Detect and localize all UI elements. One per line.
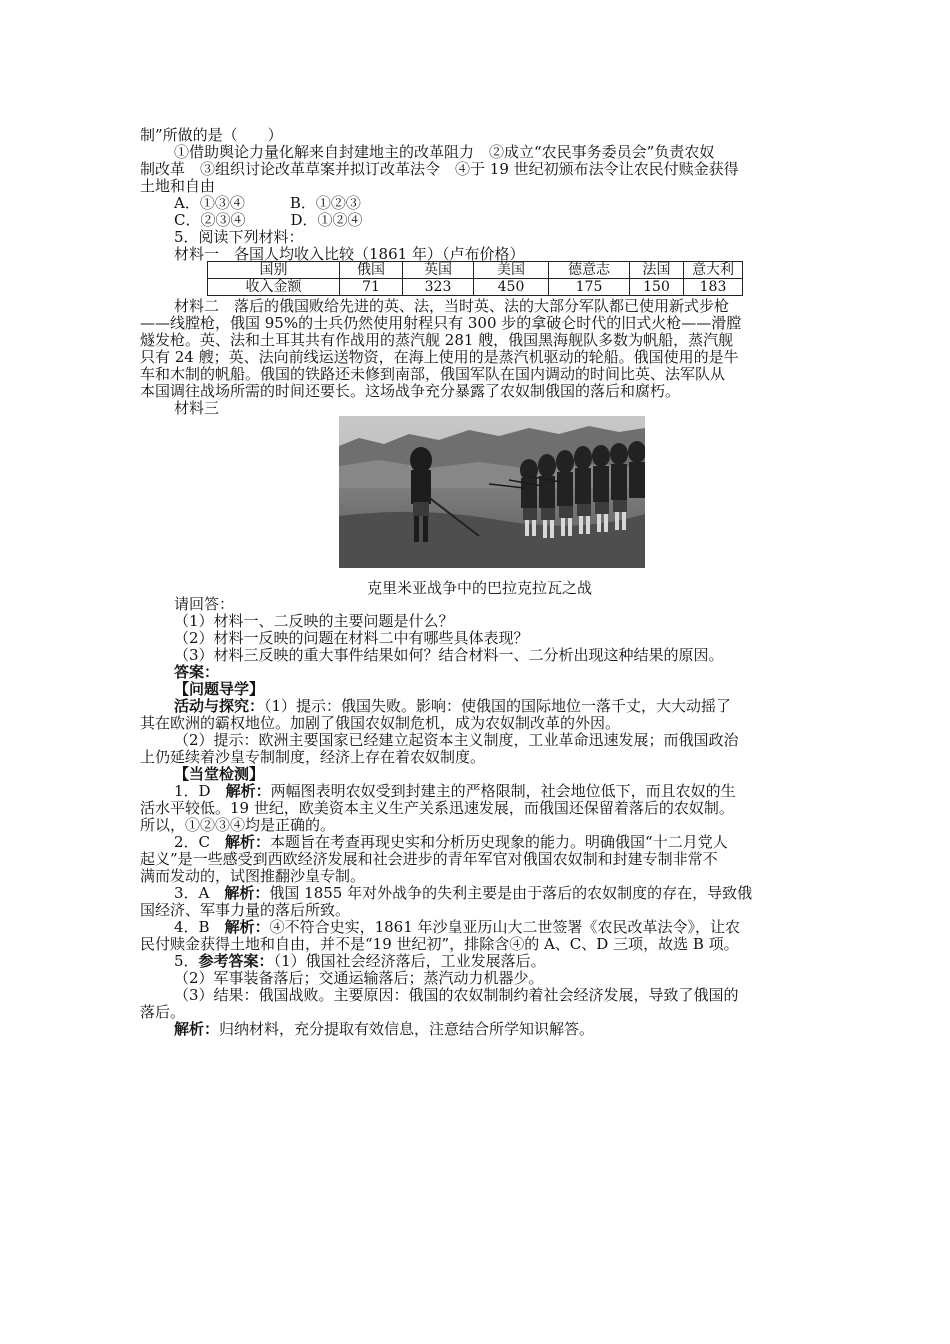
sub-question-3: （3）材料三反映的重大事件结果如何？结合材料一、二分析出现这种结果的原因。 (174, 646, 724, 664)
answer-2-line-3: 满而发动的，试图推翻沙皇专制。 (140, 867, 366, 885)
q4-options-cd: C．②③④ D．①②④ (174, 211, 363, 229)
answer-1-line-2: 活水平较低。19 世纪，欧美资本主义生产关系迅速发展，而俄国还保留着落后的农奴制。 (140, 799, 734, 817)
final-analysis (174, 1019, 594, 1039)
answer-3-text: 俄国 1855 年对外战争的失利主要是由于落后的农奴制度的存在，导致俄 (269, 884, 753, 902)
sub-question-2: （2）材料一反映的问题在材料二中有哪些具体表现？ (174, 629, 529, 647)
activity-answer-line-2: 其在欧洲的霸权地位。加剧了俄国农奴制危机，成为农奴制改革的外因。 (140, 714, 621, 732)
table-cell: 183 (684, 279, 743, 296)
final-analysis-text: 归纳材料，充分提取有效信息，注意结合所学知识解答。 (219, 1020, 595, 1038)
answer-3-line-2: 国经济、军事力量的落后所致。 (140, 901, 351, 919)
q4-statement-line-3: 土地和自由 (140, 177, 216, 195)
activity-text: （1）提示：俄国失败。影响：使俄国的国际地位一落千丈，大大动摇了 (264, 697, 732, 715)
answer-3-label: 解析： (224, 884, 270, 902)
answer-1-choice: 1．D (174, 782, 226, 800)
q4-stem-end: 制”所做的是（ ） (140, 126, 283, 144)
answer-5-line-4: 落后。 (140, 1003, 186, 1021)
table-header-cell: 英国 (403, 262, 474, 279)
material-2-line-1: 材料二 落后的俄国败给先进的英、法，当时英、法的大部分军队都已使用新式步枪 (174, 297, 730, 315)
section-class-check: 【当堂检测】 (174, 765, 265, 783)
table-header-cell: 美国 (474, 262, 549, 279)
answer-4-text: ④不符合史实，1861 年沙皇亚历山大二世签署《农民改革法令》，让农 (269, 918, 741, 936)
table-header-cell: 俄国 (340, 262, 403, 279)
answer-4-line-2: 民付赎金获得土地和自由，并不是“19 世纪初”，排除含④的 A、C、D 三项，故选 B 项。 (140, 935, 739, 953)
answer-1-label: 解析： (225, 782, 271, 800)
table-cell: 71 (340, 279, 403, 296)
answer-2-text: 本题旨在考查再现史实和分析历史现象的能力。明确俄国“十二月党人 (270, 833, 728, 851)
table-header-cell: 德意志 (549, 262, 630, 279)
table-header-cell: 国别 (208, 262, 340, 279)
material-1-title: 材料一 各国人均收入比较（1861 年）（卢布价格） (174, 245, 525, 263)
sub-question-1: （1）材料一、二反映的主要问题是什么？ (174, 612, 454, 630)
material-2-line-6: 本国调往战场所需的时间还要长。这场战争充分暴露了农奴制俄国的落后和腐朽。 (140, 382, 681, 400)
material-2-line-2: ——线膛枪，俄国 95%的士兵仍然使用射程只有 300 步的拿破仑时代的旧式火枪——滑膛 (140, 314, 742, 332)
material-3-title: 材料三 (174, 399, 220, 417)
table-cell: 150 (630, 279, 684, 296)
answer-1-line-3: 所以，①②③④均是正确的。 (140, 816, 336, 834)
answer-2-choice: 2．C (174, 833, 226, 851)
table-cell: 收入金额 (208, 279, 340, 296)
income-table-header-row (208, 262, 743, 279)
income-table (207, 261, 743, 296)
q4-statement-line-1: ①借助舆论力量化解来自封建地主的改革阻力 ②成立“农民事务委员会”负责农奴 (174, 143, 715, 161)
section-problem-guide: 【问题导学】 (174, 680, 265, 698)
answer-5-line-2: （2）军事装备落后；交通运输落后；蒸汽动力机器少。 (174, 969, 544, 987)
answer-4-choice: 4．B (174, 918, 225, 936)
answers-heading: 答案： (174, 663, 220, 681)
answer-1-text: 两幅图表明农奴受到封建主的严格限制，社会地位低下，而且农奴的生 (270, 782, 736, 800)
material-2-line-4: 只有 24 艘；英、法向前线运送物资，在海上使用的是蒸汽机驱动的轮船。俄国使用的是牛 (140, 348, 739, 366)
table-header-cell: 意大利 (684, 262, 743, 279)
answer-5-number: 5． (174, 952, 199, 970)
table-cell: 175 (549, 279, 630, 296)
battle-photo (339, 416, 645, 568)
answer-2-label: 解析： (225, 833, 271, 851)
answer-2-line-2: 起义”是一些感受到西欧经济发展和社会进步的青年军官对俄国农奴制和封建专制非常不 (140, 850, 718, 868)
table-cell: 450 (474, 279, 549, 296)
photo-caption: 克里米亚战争中的巴拉克拉瓦之战 (367, 579, 593, 597)
table-cell: 323 (403, 279, 474, 296)
answer-4-label: 解析： (224, 918, 270, 936)
answer-3-choice: 3．A (174, 884, 225, 902)
answer-5-label: 参考答案： (198, 952, 274, 970)
q4-statement-line-2: 制改革 ③组织讨论改革草案并拟订改革法令 ④于 19 世纪初颁布法令让农民付赎金获得 (140, 160, 739, 178)
table-header-cell: 法国 (630, 262, 684, 279)
material-2-line-3: 燧发枪。英、法和土耳其共有作战用的蒸汽舰 281 艘，俄国黑海舰队多数为帆船，蒸汽舰 (140, 331, 734, 349)
activity-answer-2-line-1: （2）提示：欧洲主要国家已经建立起资本主义制度，工业革命迅速发展；而俄国政治 (174, 731, 739, 749)
material-2-line-5: 车和木制的帆船。俄国的铁路还未修到南部，俄国军队在国内调动的时间比英、法军队从 (140, 365, 726, 383)
activity-answer-2-line-2: 上仍延续着沙皇专制制度，经济上存在着农奴制度。 (140, 748, 486, 766)
income-table-data-row (208, 279, 743, 296)
q4-options-ab: A．①③④ B．①②③ (174, 194, 361, 212)
activity-label: 活动与探究： (174, 697, 265, 715)
q5-intro: 5．阅读下列材料： (174, 228, 304, 246)
answer-5-line-3: （3）结果：俄国战败。主要原因：俄国的农奴制制约着社会经济发展，导致了俄国的 (174, 986, 739, 1004)
final-analysis-label: 解析： (174, 1020, 220, 1038)
answer-prompt: 请回答： (174, 595, 235, 613)
answer-5-text: （1）俄国社会经济落后，工业发展落后。 (273, 952, 546, 970)
